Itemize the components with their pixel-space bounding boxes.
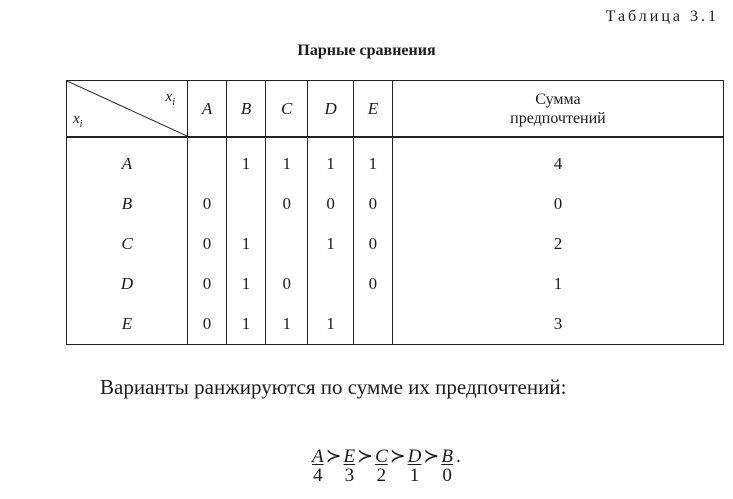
- table-cell: 1: [353, 137, 392, 184]
- table-cell: 0: [188, 304, 227, 345]
- column-header-c: C: [266, 81, 308, 138]
- table-cell: 1: [308, 224, 354, 264]
- table-cell: 1: [266, 137, 308, 184]
- rank-score: 4: [313, 465, 323, 486]
- row-label: C: [67, 224, 188, 264]
- table-cell: 1: [227, 304, 266, 345]
- column-header-a: A: [188, 81, 227, 138]
- table-row: [67, 137, 724, 184]
- sum-cell: 2: [392, 224, 723, 264]
- rank-item: [408, 447, 422, 485]
- sum-cell: 1: [392, 264, 723, 304]
- formula-end-dot: .: [455, 446, 461, 467]
- table-cell: 0: [308, 184, 354, 224]
- table-cell: 1: [227, 137, 266, 184]
- row-label: A: [67, 137, 188, 184]
- table-cell: [266, 224, 308, 264]
- conclusion-text: Варианты ранжируются по сумме их предпочтений:: [100, 375, 567, 399]
- rank-item: [375, 447, 388, 485]
- row-label: E: [67, 304, 188, 345]
- rank-score: 3: [344, 465, 355, 486]
- row-label: D: [67, 264, 188, 304]
- rank-letter: B: [441, 446, 453, 467]
- column-header-e: E: [353, 81, 392, 138]
- row-label: B: [67, 184, 188, 224]
- table-cell: 0: [353, 184, 392, 224]
- table-cell: 1: [227, 224, 266, 264]
- table-cell: 1: [266, 304, 308, 345]
- table-cell: 0: [353, 264, 392, 304]
- table-cell: 0: [266, 184, 308, 224]
- rank-item: [441, 447, 453, 485]
- table-cell: 0: [353, 224, 392, 264]
- sum-header-line2: предпочтений: [510, 109, 606, 127]
- table-cell: [353, 304, 392, 345]
- succeeds-operator: ≻: [423, 446, 440, 467]
- column-header-d: D: [308, 81, 354, 138]
- table-cell: 0: [188, 224, 227, 264]
- header-row: [67, 81, 724, 138]
- diagonal-header-cell: [67, 81, 188, 138]
- table-cell: 1: [308, 304, 354, 345]
- sum-cell: 3: [392, 304, 723, 345]
- table-cell: [227, 184, 266, 224]
- rank-item: [344, 447, 356, 485]
- table-row: [67, 184, 724, 224]
- rank-letter: D: [407, 446, 422, 467]
- pairwise-comparison-table: [66, 80, 724, 345]
- rank-letter: E: [343, 446, 356, 467]
- table-number-label: Таблица 3.1: [605, 8, 719, 25]
- rank-item: [312, 447, 324, 485]
- succeeds-operator: ≻: [325, 446, 342, 467]
- sum-cell: 0: [392, 184, 723, 224]
- ranking-formula: [312, 447, 461, 485]
- succeeds-operator: ≻: [357, 446, 374, 467]
- rank-letter: C: [375, 446, 388, 467]
- table-row: [67, 264, 724, 304]
- table-cell: 1: [308, 137, 354, 184]
- row-variable-label: $x_i$: [73, 111, 83, 130]
- table-row: [67, 224, 724, 264]
- column-header-sum: [392, 81, 723, 138]
- table-cell: 0: [266, 264, 308, 304]
- rank-score: 2: [376, 465, 387, 486]
- table-cell: 1: [227, 264, 266, 304]
- table-row: [67, 304, 724, 345]
- rank-letter: A: [312, 446, 324, 467]
- table-cell: 0: [188, 184, 227, 224]
- sum-cell: 4: [392, 137, 723, 184]
- column-header-b: B: [227, 81, 266, 138]
- rank-score: 1: [409, 465, 420, 486]
- table-cell: [308, 264, 354, 304]
- rank-score: 0: [442, 465, 452, 486]
- table-cell: [188, 137, 227, 184]
- succeeds-operator: ≻: [389, 446, 406, 467]
- sum-header-line1: Сумма: [535, 90, 581, 108]
- table-cell: 0: [188, 264, 227, 304]
- table-title: Парные сравнения: [297, 42, 436, 59]
- column-variable-label: $x_i$: [165, 89, 175, 108]
